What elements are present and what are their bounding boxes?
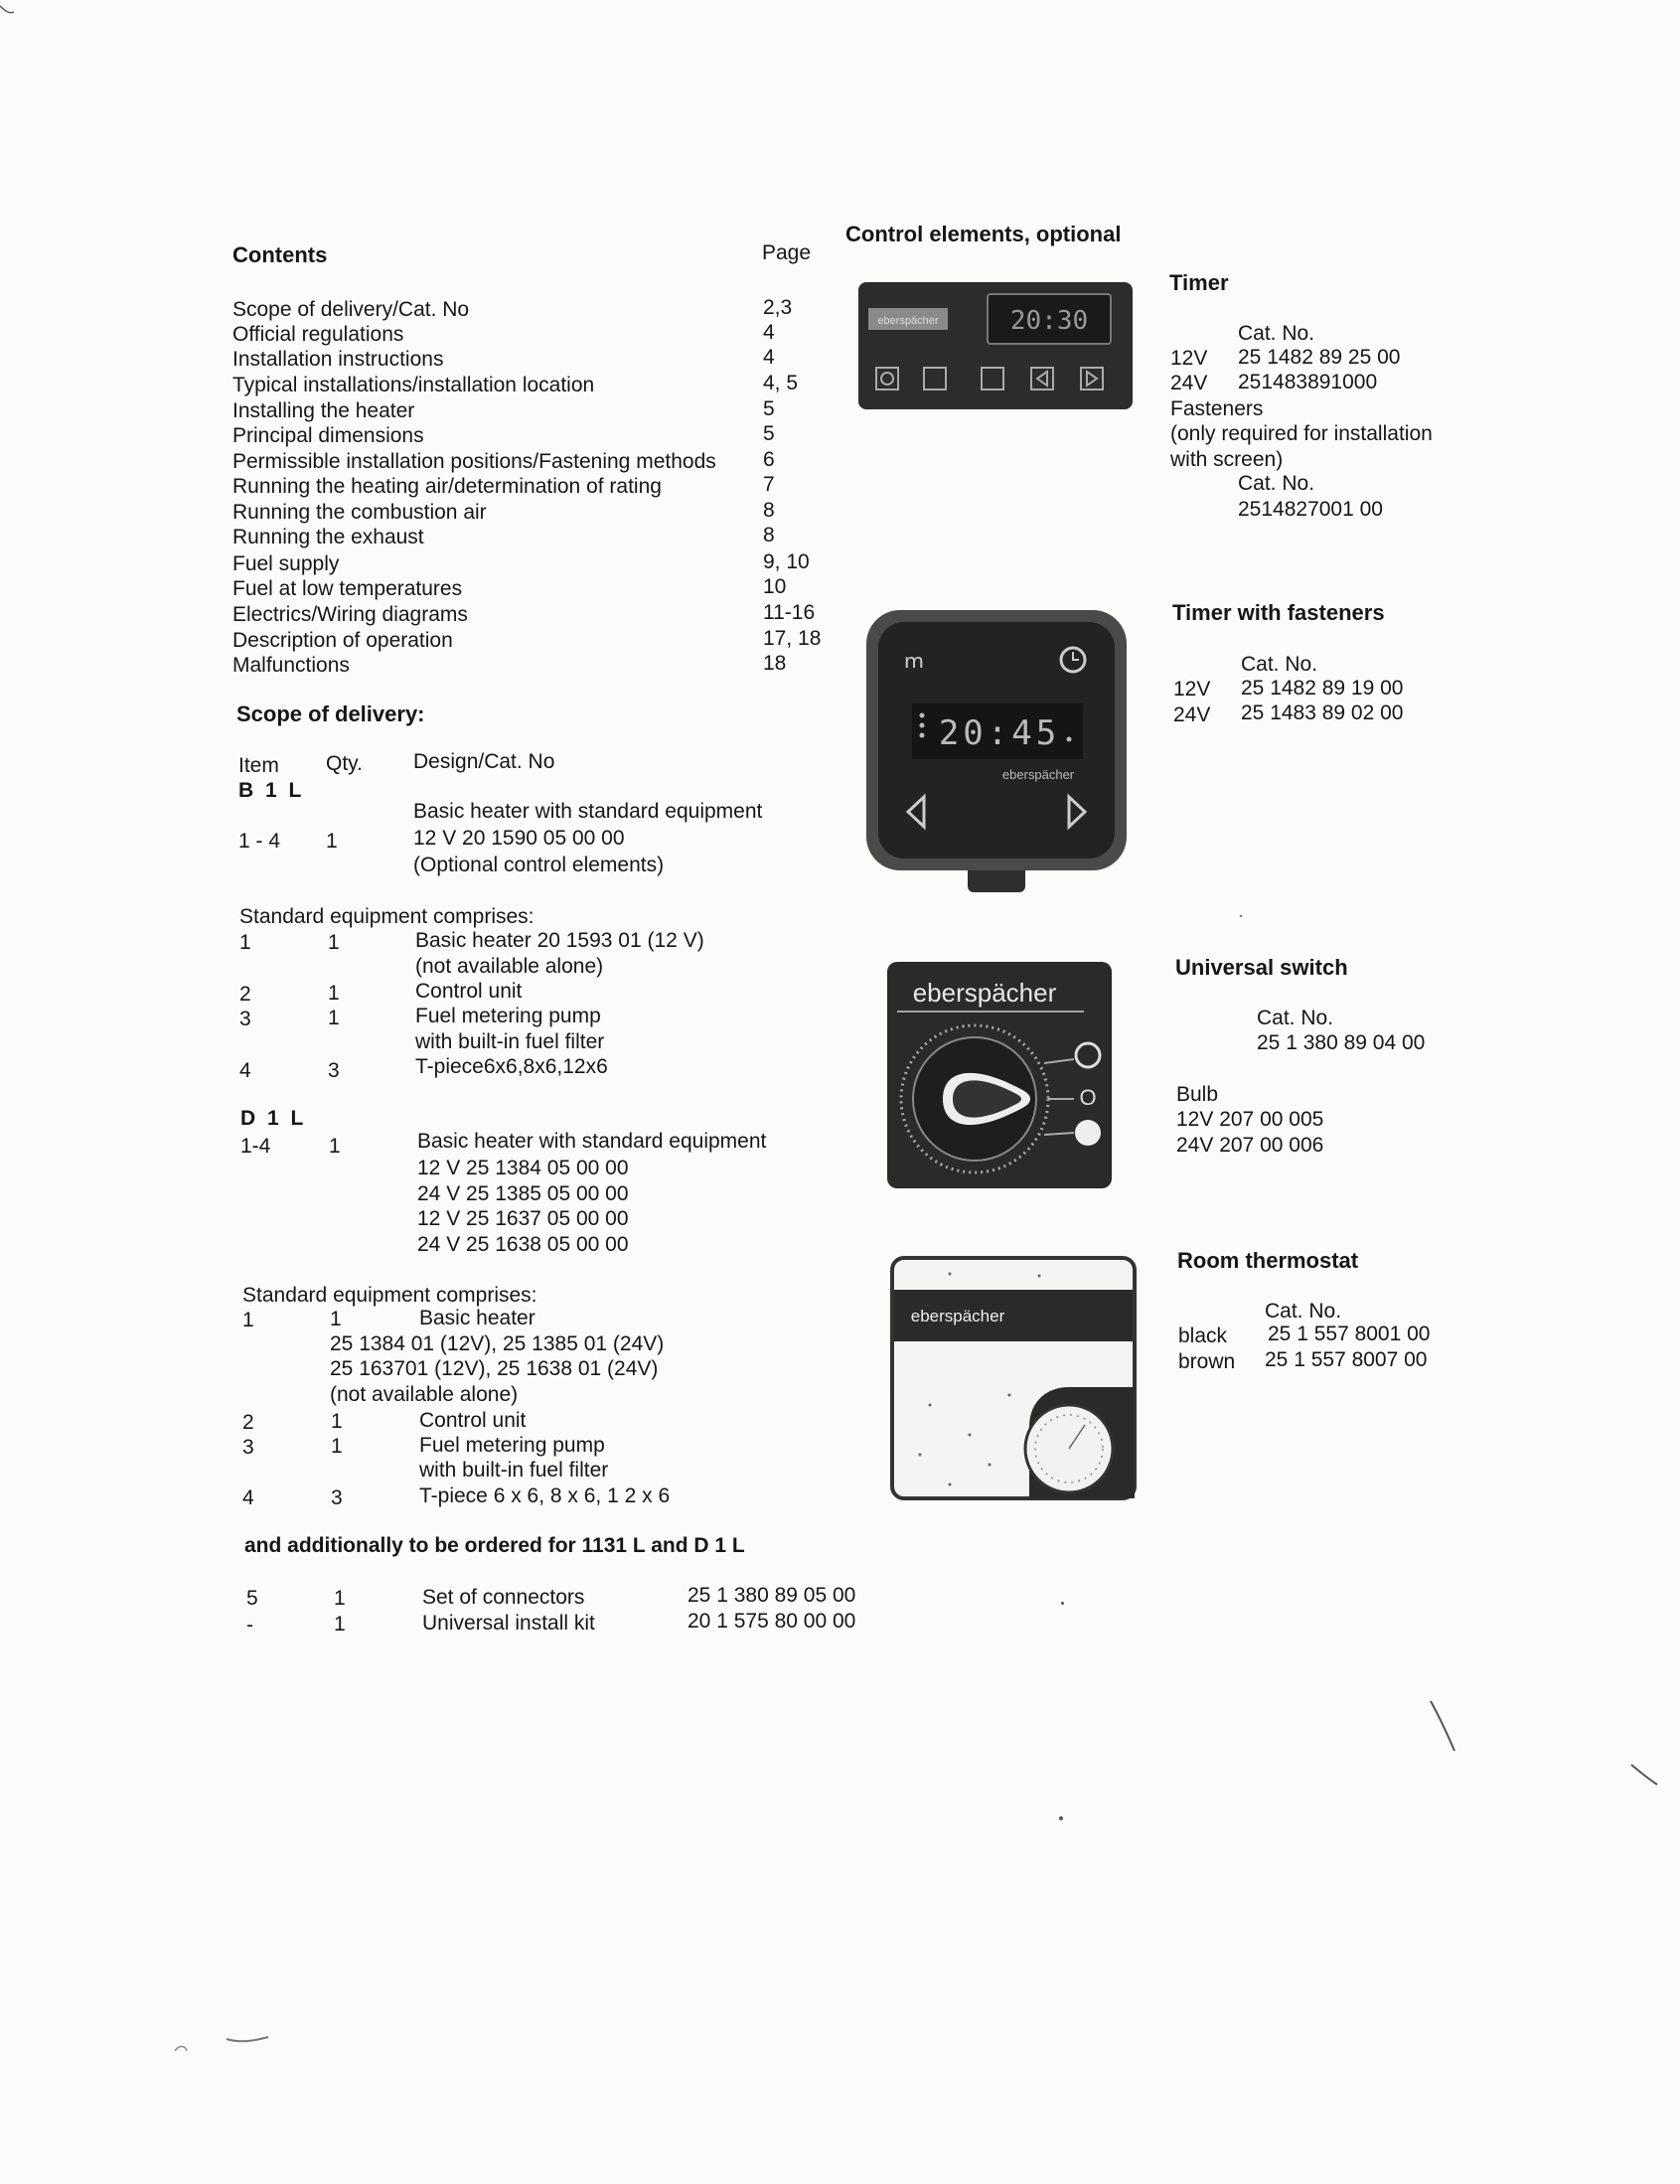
b1l-std-qty: 3 bbox=[328, 1059, 340, 1082]
contents-entry-page: 8 bbox=[763, 499, 775, 522]
contents-entry-page: 6 bbox=[763, 448, 775, 471]
d1l-cat: 24 V 25 1385 05 00 00 bbox=[417, 1182, 629, 1205]
additional-label: Set of connectors bbox=[422, 1586, 585, 1609]
col-qty-header: Qty. bbox=[326, 752, 363, 775]
d1l-cat: 12 V 25 1637 05 00 00 bbox=[417, 1207, 629, 1230]
b1l-std-qty: 1 bbox=[328, 1007, 340, 1029]
d1l-std-desc: 25 163701 (12V), 25 1638 01 (24V) bbox=[330, 1357, 659, 1380]
d1l-cat: 24 V 25 1638 05 00 00 bbox=[417, 1233, 629, 1256]
thermostat-color: brown bbox=[1178, 1350, 1236, 1373]
b1l-qty: 1 bbox=[326, 830, 338, 853]
d1l-item: 1-4 bbox=[240, 1135, 271, 1158]
timer-fasteners-volt: 24V bbox=[1173, 703, 1211, 726]
contents-entry-label: Scope of delivery/Cat. No bbox=[232, 298, 470, 321]
d1l-std-desc: Fuel metering pump bbox=[419, 1434, 605, 1457]
contents-entry-page: 11-16 bbox=[763, 601, 816, 624]
b1l-std-item: 4 bbox=[239, 1059, 251, 1082]
contents-entry-label: Installation instructions bbox=[232, 348, 444, 371]
contents-entry-label: Description of operation bbox=[232, 629, 453, 652]
contents-entry-label: Fuel supply bbox=[232, 552, 340, 575]
b1l-std-desc: (not available alone) bbox=[415, 955, 604, 978]
timer-fasteners: Fasteners bbox=[1170, 397, 1264, 420]
svg-text:O: O bbox=[1079, 1085, 1097, 1110]
timer-cat-label: Cat. No. bbox=[1238, 472, 1315, 495]
control-title: Control elements, optional bbox=[845, 222, 1122, 246]
d1l-std-qty: 1 bbox=[331, 1410, 343, 1433]
b1l-std-title: Standard equipment comprises: bbox=[239, 905, 535, 928]
additional-label: Universal install kit bbox=[422, 1612, 595, 1635]
b1l-std-qty: 1 bbox=[328, 931, 340, 954]
b1l-std-item: 2 bbox=[239, 983, 251, 1006]
thermostat-cat: 25 1 557 8007 00 bbox=[1265, 1348, 1428, 1371]
d1l-std-desc: T-piece 6 x 6, 8 x 6, 1 2 x 6 bbox=[419, 1484, 671, 1507]
d1l-std-item: 3 bbox=[242, 1436, 254, 1459]
contents-entry-page: 7 bbox=[763, 473, 775, 496]
timer-brand: eberspächer bbox=[877, 315, 939, 327]
contents-entry-label: Permissible installation positions/Fastening methods bbox=[232, 450, 716, 473]
svg-text:ՠ: ՠ bbox=[903, 649, 925, 674]
timer-fasteners-cat-label: Cat. No. bbox=[1241, 653, 1318, 676]
d1l-cat: 12 V 25 1384 05 00 00 bbox=[417, 1157, 629, 1179]
d1l-std-desc: Basic heater bbox=[419, 1307, 535, 1329]
thermostat-cat-label: Cat. No. bbox=[1265, 1300, 1342, 1323]
b1l-std-item: 3 bbox=[239, 1008, 251, 1030]
b1l-std-item: 1 bbox=[239, 931, 251, 954]
contents-entry-label: Running the combustion air bbox=[232, 501, 487, 524]
additional-qty: 1 bbox=[334, 1587, 346, 1610]
b1l-std-desc: with built-in fuel filter bbox=[415, 1030, 605, 1053]
model-d1l: D 1 L bbox=[240, 1107, 307, 1130]
additional-item: - bbox=[246, 1614, 253, 1637]
timer-volt: 12V bbox=[1170, 347, 1208, 370]
contents-entry-page: 9, 10 bbox=[763, 550, 810, 573]
room-thermostat-brand: eberspächer bbox=[910, 1307, 1005, 1326]
page-column-header: Page bbox=[762, 241, 812, 264]
universal-bulb: Bulb bbox=[1176, 1083, 1219, 1106]
timer-fasteners-title: Timer with fasteners bbox=[1172, 600, 1385, 625]
b1l-item: 1 - 4 bbox=[238, 830, 281, 853]
d1l-std-desc: 25 1384 01 (12V), 25 1385 01 (24V) bbox=[330, 1332, 665, 1355]
contents-entry-page: 4 bbox=[763, 321, 775, 344]
contents-entry-label: Installing the heater bbox=[232, 399, 415, 422]
additional-cat: 25 1 380 89 05 00 bbox=[687, 1584, 856, 1607]
additional-title: and additionally to be ordered for 1131 L and D 1 L bbox=[244, 1534, 745, 1557]
timer-cat: 251483891000 bbox=[1238, 371, 1378, 393]
contents-entry-page: 2,3 bbox=[763, 296, 793, 319]
contents-entry-label: Running the heating air/determination of rating bbox=[232, 475, 662, 498]
col-design-header: Design/Cat. No bbox=[413, 750, 555, 773]
universal-cat-label: Cat. No. bbox=[1257, 1007, 1334, 1029]
col-item-header: Item bbox=[238, 754, 279, 777]
d1l-std-item: 1 bbox=[242, 1309, 254, 1331]
b1l-std-desc: Basic heater 20 1593 01 (12 V) bbox=[415, 929, 704, 952]
timer-fasteners-display: 20:45 bbox=[938, 713, 1061, 753]
contents-entry-page: 4, 5 bbox=[763, 372, 799, 394]
contents-entry-page: 4 bbox=[763, 346, 775, 369]
d1l-std-qty: 1 bbox=[331, 1435, 343, 1458]
timer-volt: 24V bbox=[1170, 372, 1208, 394]
contents-entry-label: Fuel at low temperatures bbox=[232, 577, 463, 600]
contents-entry-label: Principal dimensions bbox=[232, 424, 424, 447]
contents-title: Contents bbox=[232, 242, 328, 267]
timer-cat-label: Cat. No. bbox=[1238, 322, 1315, 345]
contents-entry-page: 8 bbox=[763, 524, 775, 546]
room-thermostat-title: Room thermostat bbox=[1177, 1248, 1359, 1273]
thermostat-color: black bbox=[1178, 1325, 1228, 1347]
contents-entry-label: Electrics/Wiring diagrams bbox=[232, 603, 468, 626]
contents-entry-label: Running the exhaust bbox=[232, 526, 424, 548]
timer-fasteners-brand: eberspächer bbox=[1001, 767, 1075, 782]
universal-bulb-cat: 12V 207 00 005 bbox=[1176, 1108, 1324, 1131]
contents-entry-page: 5 bbox=[763, 397, 775, 420]
contents-entry-page: 5 bbox=[763, 422, 775, 445]
contents-entry-label: Official regulations bbox=[232, 323, 404, 346]
timer-note: (only required for installation bbox=[1170, 422, 1433, 445]
d1l-std-desc: Control unit bbox=[419, 1409, 527, 1432]
b1l-std-desc: Fuel metering pump bbox=[415, 1005, 601, 1027]
thermostat-cat: 25 1 557 8001 00 bbox=[1268, 1323, 1431, 1345]
d1l-std-qty: 1 bbox=[330, 1308, 342, 1330]
b1l-std-desc: T-piece6x6,8x6,12x6 bbox=[415, 1055, 608, 1078]
d1l-std-desc: with built-in fuel filter bbox=[419, 1459, 609, 1482]
timer-fasteners-volt: 12V bbox=[1173, 678, 1211, 701]
timer-display: 20:30 bbox=[1009, 306, 1089, 336]
b1l-std-qty: 1 bbox=[328, 982, 340, 1005]
contents-entry-page: 18 bbox=[763, 652, 787, 675]
additional-qty: 1 bbox=[334, 1613, 346, 1636]
b1l-basic: Basic heater with standard equipment bbox=[413, 800, 763, 823]
contents-entry-page: 17, 18 bbox=[763, 627, 822, 650]
universal-switch-title: Universal switch bbox=[1175, 955, 1348, 980]
b1l-std-desc: Control unit bbox=[415, 980, 523, 1003]
d1l-std-qty: 3 bbox=[331, 1486, 343, 1509]
model-b1l: B 1 L bbox=[238, 779, 305, 802]
d1l-std-item: 4 bbox=[242, 1486, 254, 1509]
contents-entry-label: Malfunctions bbox=[232, 654, 350, 677]
timer-note: with screen) bbox=[1170, 448, 1284, 471]
d1l-std-item: 2 bbox=[242, 1411, 254, 1434]
universal-cat: 25 1 380 89 04 00 bbox=[1257, 1031, 1426, 1054]
contents-entry-page: 10 bbox=[763, 575, 787, 598]
d1l-basic: Basic heater with standard equipment bbox=[417, 1130, 767, 1153]
timer-fasteners-cat: 25 1482 89 19 00 bbox=[1241, 677, 1404, 700]
additional-cat: 20 1 575 80 00 00 bbox=[687, 1610, 856, 1633]
d1l-std-desc: (not available alone) bbox=[330, 1383, 519, 1406]
d1l-std-title: Standard equipment comprises: bbox=[242, 1284, 537, 1307]
timer-fastener-cat: 2514827001 00 bbox=[1238, 498, 1383, 521]
b1l-cat: 12 V 20 1590 05 00 00 bbox=[413, 827, 625, 850]
timer-fasteners-cat: 25 1483 89 02 00 bbox=[1241, 702, 1404, 724]
scope-title: Scope of delivery: bbox=[236, 702, 425, 726]
contents-entry-label: Typical installations/installation location bbox=[232, 374, 595, 396]
d1l-qty: 1 bbox=[329, 1135, 341, 1158]
b1l-optional: (Optional control elements) bbox=[413, 854, 665, 876]
timer-title: Timer bbox=[1169, 270, 1229, 295]
additional-item: 5 bbox=[246, 1587, 258, 1610]
universal-switch-brand: eberspächer bbox=[912, 978, 1057, 1008]
timer-cat: 25 1482 89 25 00 bbox=[1238, 346, 1401, 369]
universal-bulb-cat: 24V 207 00 006 bbox=[1176, 1134, 1324, 1157]
